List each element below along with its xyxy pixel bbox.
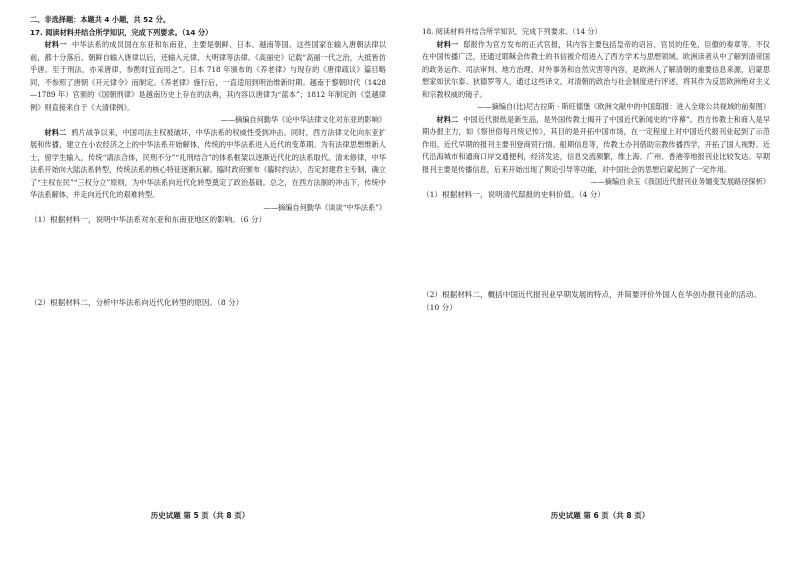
material-two — [30, 127, 386, 202]
material-two-text: 鸦片战争以来，中国司法主权被破坏，中华法系的权威性受到冲击。同时，西方法律文化向东亚扩展和传播，建立在小农经济之上的中华法系开始解体，传统的中华法系进入近代的变革期。为有法律思想维新人士，留学生输入，传统“请法合体，民刑不分”“礼刑结合”的体系框架以逐渐近代化的法系取代。清末修律，中华法系开始向大陆法系转型，传统法系的核心特征逐渐瓦解。臨时政府颁布《臨时约法》，否定封建君主专制，确立了“主权在民”“三权分立”原则，为中华法系向近代化转型奠定了政治基础。总之，在西方法制的冲击下，传统中华法系解体，并走向近代化的艰难转型。 — [30, 127, 386, 199]
material-one-tag: 材料一 — [44, 40, 67, 49]
material-one-r-text: 邸报作为官方发布的正式官报，其内容主要包括皇帝的诏旨、官员的任免、臣僚的奏章等。不仅在中国传播广泛，还通过耶稣会传教士的书信被介绍进入了西方学术与思想领域。欧洲读者从中了解到清帝国的政务运作、司法审判、地方治理、对外事务和自然灾害等内容，是欧洲人了解清朝的重要信息来源，启蒙思想家如伏尔泰、狄德罗等人，通过这些译文，对清朝的政治与社会制度进行评述，将其作为反思欧洲绝对主义和宗教权威的镜子。 — [422, 39, 770, 99]
question-17-1: （1）根据材料一，说明中华法系对东亚和东南亚地区的影响。（6 分） — [30, 215, 267, 224]
material-one-text: 中华法系的成员国在东亚和东南亚，主要是朝鲜、日本、越南等国。这些国家在输入唐朝法律以前，都十分落后。朝鲜自输入唐律以后，还输入元律、大明律等法律。《高丽史》记载“高丽一代之治，大抵皆仿乎唐。至于刑法，亦采唐律，参酌时宜而用之”。日本 718 年颁布的《养老律》与现存的《唐律疏议》篇目略同，不参照了唐朝《开元律令》而制定。《养老律》施行后，一直适用到明治维新时期。越南于黎朝时代（1428—1789 年）官颁的《国朝刑律》是越南历史上存在的法典，其内容以唐律为“蓝本”；1812 年制定的《皇越律例》则直接来自于《大清律例》。 — [30, 40, 386, 112]
material-two-r-text: 中国近代报纸是新生品，是外国传教士揭开了中国近代新闻史的“序幕”。西方传教士和商人是早期办报主力，如《察世俗每月统记传》，其目的是开拓中国市场，在一定程度上对中国近代报刊业起到了示范作用。近代早期的报刊主要刊登商贸行情、船期信息等，传教士办刊借助宗教传播西学，开拓了国人视野。近代沿海城市和通商口岸交通便利，经济发达，信息交流频繁，维上海、广州、香港等地报刊业比较发达。早期报刊主要是传播信息，后来开始出现了舆论引导等功能，对中国社会的思想启蒙起到了一定作用。 — [422, 114, 770, 174]
question-18-2: （2）根据材料二，概括中国近代报刊业早期发展的特点，并简要评价外国人在华创办报刊业的活动。（10 分） — [422, 290, 761, 312]
question-17-intro: 17. 阅读材料并结合所学知识，完成下列要求。（14 分） — [30, 27, 213, 37]
material-one-r-source: ——摘编自(比)尼古拉斯 · 斯旺德堡《欧洲文献中的中国邸报：进入全球公共视域的前奏图》 — [477, 102, 770, 111]
material-one-r — [422, 39, 770, 102]
answer-space-18-1 — [422, 201, 770, 289]
question-18-intro: 18. 阅读材料并结合所学知识，完成下列要求。（14 分） — [422, 27, 602, 36]
page-right — [400, 0, 800, 565]
section-header: 二、非选择题：本题共 4 小题，共 52 分。 — [30, 15, 171, 24]
page-footer-right: 历史试题 第 6 页（共 8 页） — [550, 511, 650, 520]
material-two-r-tag: 材料二 — [436, 114, 459, 124]
material-two-tag: 材料二 — [44, 127, 67, 137]
question-18-1: （1）根据材料一，说明清代邸报的史料价值。（4 分） — [422, 189, 605, 199]
material-two-r — [422, 114, 770, 177]
page-footer-left: 历史试题 第 5 页（共 8 页） — [150, 511, 250, 520]
material-two-r-source: ——摘编自余玉《我国近代报刊业务嬗变发展路径探析》 — [590, 177, 770, 186]
question-17-2: （2）根据材料二，分析中华法系向近代化转型的原因。（8 分） — [30, 297, 244, 307]
material-one — [30, 39, 386, 114]
material-one-source: ——摘编自何勤华《论中华法律文化对东亚的影响》 — [220, 115, 386, 124]
answer-space-17-1 — [30, 227, 386, 297]
material-two-source: ——摘编自何勤华《谈谈“中华法系”》 — [263, 202, 386, 212]
material-one-r-tag: 材料一 — [436, 39, 459, 49]
